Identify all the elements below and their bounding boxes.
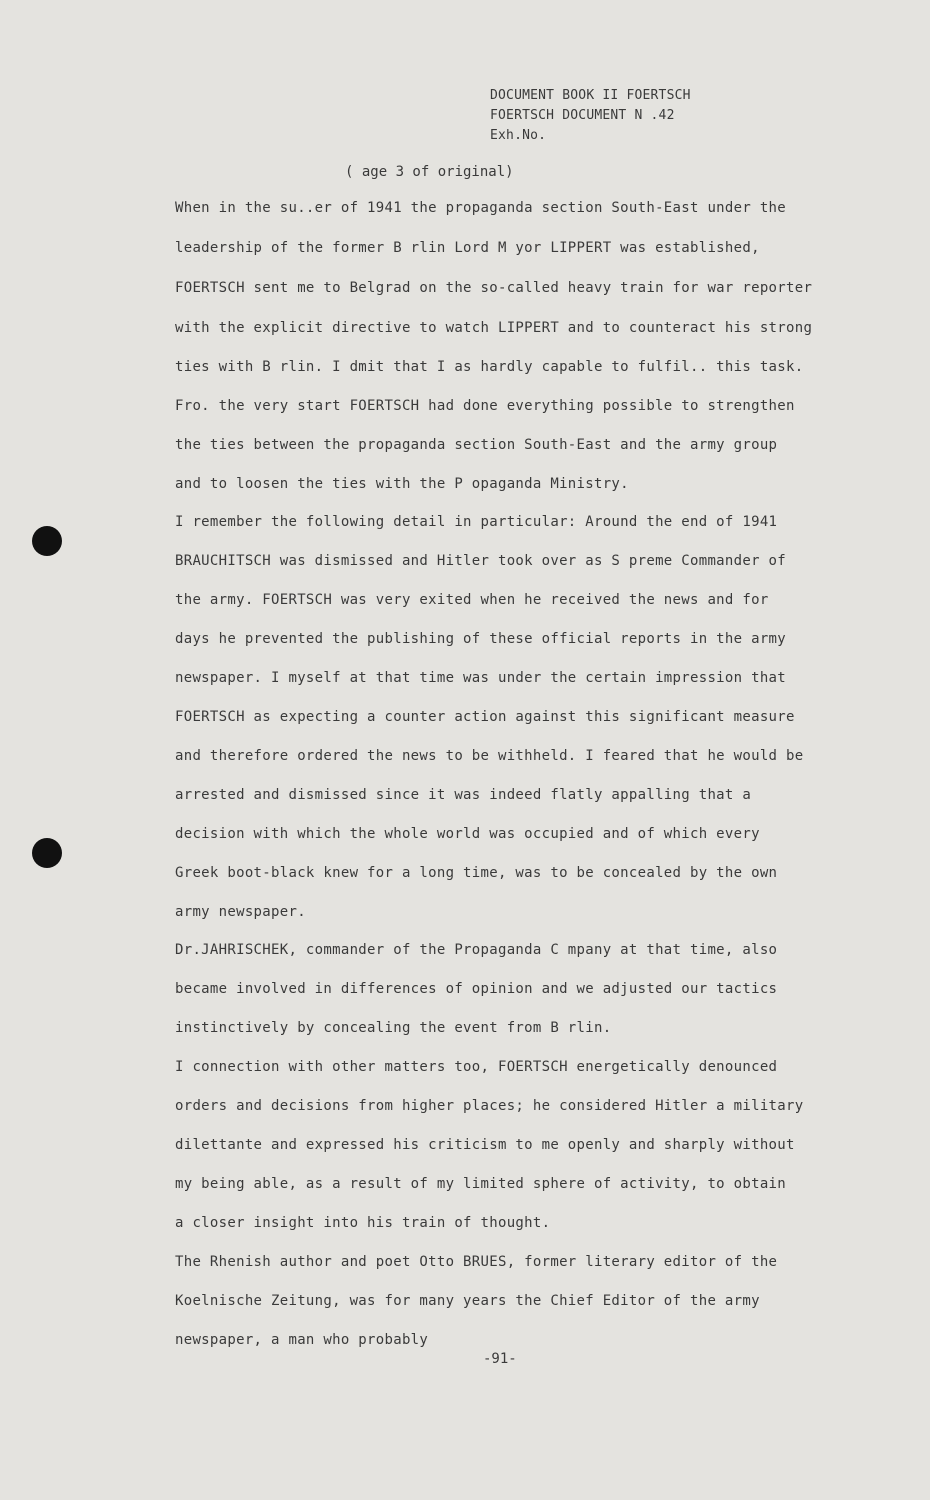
header-line-1: DOCUMENT BOOK II FOERTSCH — [490, 88, 691, 103]
punch-hole-top — [32, 526, 62, 556]
body-line: days he prevented the publishing of these official reports in the army — [175, 631, 787, 647]
document-header — [490, 86, 691, 146]
body-line: army newspaper. — [175, 904, 306, 920]
body-line: Greek boot-black knew for a long time, was to be concealed by the own — [175, 865, 778, 881]
body-line: became involved in differences of opinion and we adjusted our tactics — [175, 981, 778, 997]
body-line: and to loosen the ties with the P opaganda Ministry. — [175, 476, 629, 492]
body-line: instinctively by concealing the event from B rlin. — [175, 1020, 612, 1036]
body-line: When in the su..er of 1941 the propaganda section South-East under the — [175, 200, 787, 216]
body-line: a closer insight into his train of thought. — [175, 1215, 551, 1231]
body-line: arrested and dismissed since it was indeed flatly appalling that a — [175, 787, 752, 803]
body-line: FOERTSCH sent me to Belgrad on the so-called heavy train for war reporter — [175, 280, 813, 296]
punch-hole-bottom — [32, 838, 62, 868]
body-line: I connection with other matters too, FOERTSCH energetically denounced — [175, 1059, 778, 1075]
body-line: dilettante and expressed his criticism to me openly and sharply without — [175, 1137, 795, 1153]
original-page-reference: ( age 3 of original) — [345, 164, 514, 180]
body-line: FOERTSCH as expecting a counter action against this significant measure — [175, 709, 795, 725]
page-number: -91- — [483, 1351, 517, 1367]
body-line: decision with which the whole world was occupied and of which every — [175, 826, 760, 842]
body-line: Dr.JAHRISCHEK, commander of the Propaganda C mpany at that time, also — [175, 942, 778, 958]
body-line: I remember the following detail in particular: Around the end of 1941 — [175, 514, 778, 530]
header-line-3: Exh.No. — [490, 128, 547, 143]
body-line: The Rhenish author and poet Otto BRUES, former literary editor of the — [175, 1254, 778, 1270]
header-line-2: FOERTSCH DOCUMENT N .42 — [490, 108, 675, 123]
body-line: BRAUCHITSCH was dismissed and Hitler took over as S preme Commander of — [175, 553, 787, 569]
body-line: my being able, as a result of my limited sphere of activity, to obtain — [175, 1176, 787, 1192]
body-line: leadership of the former B rlin Lord M yor LIPPERT was established, — [175, 240, 760, 256]
body-line: the army. FOERTSCH was very exited when he received the news and for — [175, 592, 769, 608]
body-line: newspaper, a man who probably — [175, 1332, 429, 1348]
body-line: orders and decisions from higher places; he considered Hitler a military — [175, 1098, 804, 1114]
body-line: newspaper. I myself at that time was under the certain impression that — [175, 670, 787, 686]
body-line: Koelnische Zeitung, was for many years the Chief Editor of the army — [175, 1293, 760, 1309]
body-line: and therefore ordered the news to be withheld. I feared that he would be — [175, 748, 804, 764]
body-line: the ties between the propaganda section South-East and the army group — [175, 437, 778, 453]
body-line: Fro. the very start FOERTSCH had done everything possible to strengthen — [175, 398, 795, 414]
body-line: ties with B rlin. I dmit that I as hardly capable to fulfil.. this task. — [175, 359, 804, 375]
body-line: with the explicit directive to watch LIPPERT and to counteract his strong — [175, 320, 813, 336]
